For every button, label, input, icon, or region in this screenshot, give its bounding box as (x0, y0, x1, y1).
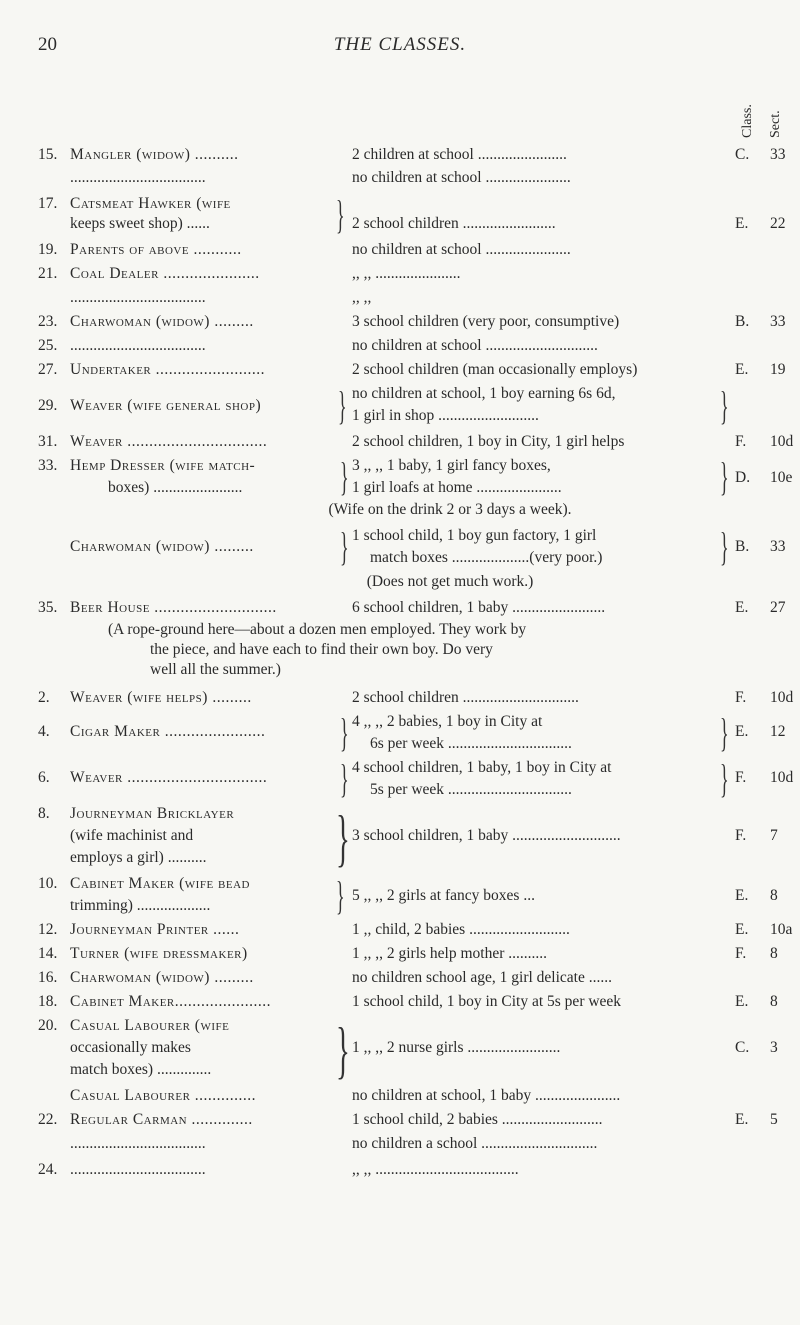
table-row: match boxes ....................(very poor.) (370, 549, 603, 566)
brace-icon: } (720, 454, 729, 499)
table-row: match boxes) .............. (70, 1061, 212, 1078)
note: (A rope-ground here—about a dozen men employed. They work by (108, 621, 527, 638)
table-row: 20. Casual Labourer (wife (38, 1017, 230, 1034)
note: (Does not get much work.) (366, 573, 534, 590)
table-row: employs a girl) .......... (70, 849, 207, 866)
table-row: ................................... ,, ,, (70, 289, 372, 306)
table-row: 12. Journeyman Printer ...... 1 ,, child, 2 babies .......................... E. 10a (38, 921, 793, 938)
brace-icon: } (720, 756, 729, 801)
brace-icon: } (336, 192, 345, 237)
table-row: 18. Cabinet Maker...................... 1 school child, 1 boy in City at 5s per week E. 8 (38, 993, 778, 1010)
brace-icon: } (720, 383, 729, 428)
table-row: Casual Labourer .............. no children at school, 1 baby ...................... (70, 1087, 621, 1104)
brace-icon: } (336, 1014, 350, 1085)
table-row: 35. Beer House ............................ 6 school children, 1 baby ........................ E. 27 (38, 599, 786, 616)
brace-icon: } (340, 756, 349, 801)
brace-icon: } (340, 454, 349, 499)
table-row: 22. Regular Carman .............. 1 school child, 2 babies .......................... E. 5 (38, 1111, 778, 1128)
table-row: 17. Catsmeat Hawker (wife (38, 195, 231, 212)
table-row: 14. Turner (wife dressmaker) 1 ,, ,, 2 girls help mother .......... F. 8 (38, 945, 778, 962)
page-title: THE CLASSES. (333, 34, 467, 55)
table-row: 24. ................................... ,, ,, ..................................... (38, 1161, 519, 1178)
table-row: 2. Weaver (wife helps) ......... 2 school children .............................. F. 10d (38, 689, 794, 706)
table-row: trimming) ................... (70, 897, 211, 914)
note: well all the summer.) (150, 661, 281, 678)
note: (Wife on the drink 2 or 3 days a week). (328, 501, 572, 518)
table-row: 8. Journeyman Bricklayer (38, 805, 235, 822)
table-row: Charwoman (widow) ......... B. 33 (70, 538, 786, 555)
table-row: 4 ,, ,, 2 babies, 1 boy in City at (352, 713, 543, 730)
table-row: 15. Mangler (widow) .......... 2 children at school ....................... C. 33 (38, 146, 786, 163)
page-number: 20 (38, 34, 57, 55)
table-row: 6s per week ................................ (370, 735, 572, 752)
brace-icon: } (336, 873, 345, 918)
brace-icon: } (720, 710, 729, 755)
table-row: 27. Undertaker ......................... 2 school children (man occasionally employs) E. 19 (38, 361, 786, 378)
table-row: 31. Weaver ................................ 2 school children, 1 boy in City, 1 girl helps F. 10d (38, 433, 794, 450)
brace-icon: } (340, 524, 349, 569)
table-row: 4. Cigar Maker ....................... E. 12 (38, 723, 786, 740)
table-row: 33. Hemp Dresser (wife match- 3 ,, ,, 1 baby, 1 girl fancy boxes, (38, 457, 551, 474)
brace-icon: } (336, 802, 350, 873)
page-header (0, 30, 800, 60)
table-row: 5 ,, ,, 2 girls at fancy boxes ... E. 8 (352, 887, 778, 904)
brace-icon: } (720, 524, 729, 569)
table-row: 1 girl in shop .......................... (352, 407, 539, 424)
table-row: ................................... no children at school ...................... (70, 169, 571, 186)
column-header-sect: Sect. (768, 110, 783, 138)
table-row: occasionally makes 1 ,, ,, 2 nurse girls ........................ C. 3 (70, 1039, 778, 1056)
table-row: ................................... no children a school .............................. (70, 1135, 598, 1152)
note: the piece, and have each to find their own boy. Do very (150, 641, 493, 658)
table-row: 1 school child, 1 boy gun factory, 1 girl (352, 527, 597, 544)
table-row: 29. Weaver (wife general shop) (38, 397, 262, 414)
brace-icon: } (340, 710, 349, 755)
table-row: 4 school children, 1 baby, 1 boy in City at (352, 759, 612, 776)
table-row: 23. Charwoman (widow) ......... 3 school children (very poor, consumptive) B. 33 (38, 313, 786, 330)
table-row: boxes) ....................... 1 girl loafs at home ...................... (108, 479, 562, 496)
table-row: (wife machinist and 3 school children, 1 baby ............................ F. 7 (70, 827, 778, 844)
table-row: 21. Coal Dealer ...................... ,, ,, ...................... (38, 265, 461, 282)
table-row: keeps sweet shop) ...... 2 school children ........................ E. 22 (70, 215, 786, 232)
table-row: 25. ................................... no children at school ............................. (38, 337, 598, 354)
table-row: 19. Parents of above ........... no children at school ...................... (38, 241, 571, 258)
table-row: 10. Cabinet Maker (wife bead (38, 875, 251, 892)
table-row: 5s per week ................................ (370, 781, 572, 798)
table-row: 6. Weaver ................................ F. 10d (38, 769, 794, 786)
brace-icon: } (338, 383, 347, 428)
column-header-class: Class. (740, 104, 755, 138)
table-row: no children at school, 1 boy earning 6s 6d, (352, 385, 616, 402)
table-row: D. 10e (735, 469, 793, 486)
table-row: 16. Charwoman (widow) ......... no children school age, 1 girl delicate ...... (38, 969, 612, 986)
